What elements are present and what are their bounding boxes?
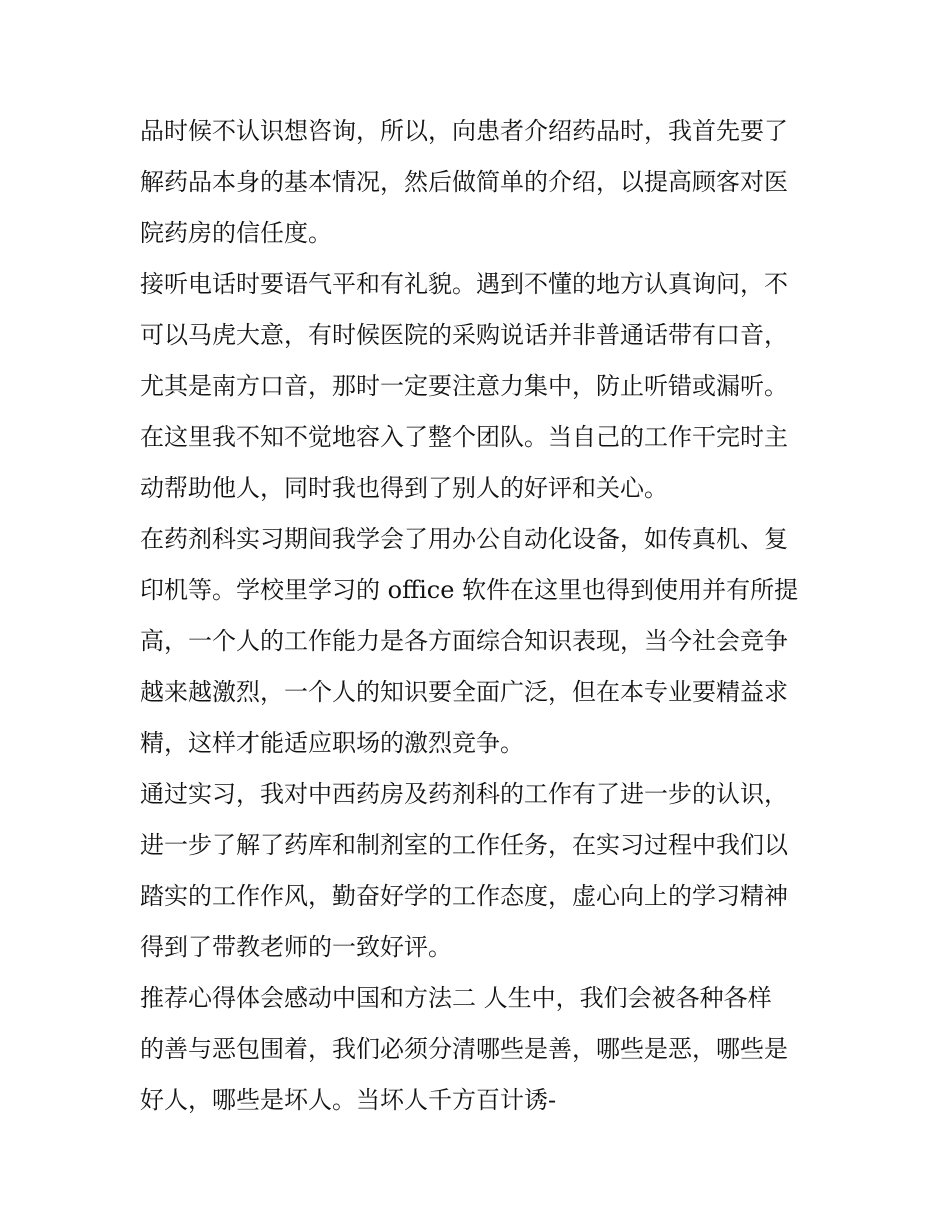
text-line: 动帮助他人，同时我也得到了别人的好评和关心。 <box>140 474 668 502</box>
text-line: 品时候不认识想咨询，所以，向患者介绍药品时，我首先要了 <box>140 117 788 145</box>
text-line: 进一步了解了药库和制剂室的工作任务，在实习过程中我们以 <box>140 831 788 859</box>
text-line: 通过实习，我对中西药房及药剂科的工作有了进一步的认识， <box>140 780 788 808</box>
text-line: 好人，哪些是坏人。当坏人千方百计诱- <box>140 1086 557 1114</box>
text-line: 高，一个人的工作能力是各方面综合知识表现，当今社会竞争 <box>140 627 788 655</box>
paragraph <box>140 106 816 259</box>
text-line: 踏实的工作作风，勤奋好学的工作态度，虚心向上的学习精神 <box>140 882 788 910</box>
text-line: 推荐心得体会感动中国和方法二 人生中，我们会被各种各样 <box>140 984 772 1012</box>
paragraph <box>140 769 816 973</box>
text-line: 在这里我不知不觉地容入了整个团队。当自己的工作干完时主 <box>140 423 788 451</box>
text-line: 可以马虎大意，有时候医院的采购说话并非普通话带有口音， <box>140 321 788 349</box>
text-line: 接听电话时要语气平和有礼貌。遇到不懂的地方认真询问，不 <box>140 270 788 298</box>
text-line: 越来越激烈，一个人的知识要全面广泛，但在本专业要精益求 <box>140 678 788 706</box>
paragraph <box>140 514 816 769</box>
text-line: 解药品本身的基本情况，然后做简单的介绍，以提高顾客对医 <box>140 168 788 196</box>
paragraph <box>140 412 816 514</box>
text-line: 得到了带教老师的一致好评。 <box>140 933 452 961</box>
paragraph <box>140 259 816 412</box>
text-line: 在药剂科实习期间我学会了用办公自动化设备，如传真机、复 <box>140 525 788 553</box>
text-line: 的善与恶包围着，我们必须分清哪些是善，哪些是恶，哪些是 <box>140 1035 788 1063</box>
paragraph <box>140 973 816 1126</box>
document-body <box>140 106 816 1126</box>
text-line: 精，这样才能适应职场的激烈竞争。 <box>140 729 524 757</box>
text-line: 印机等。学校里学习的 office 软件在这里也得到使用并有所提 <box>140 576 799 604</box>
text-line: 院药房的信任度。 <box>140 219 332 247</box>
text-line: 尤其是南方口音，那时一定要注意力集中，防止听错或漏听。 <box>140 372 788 400</box>
